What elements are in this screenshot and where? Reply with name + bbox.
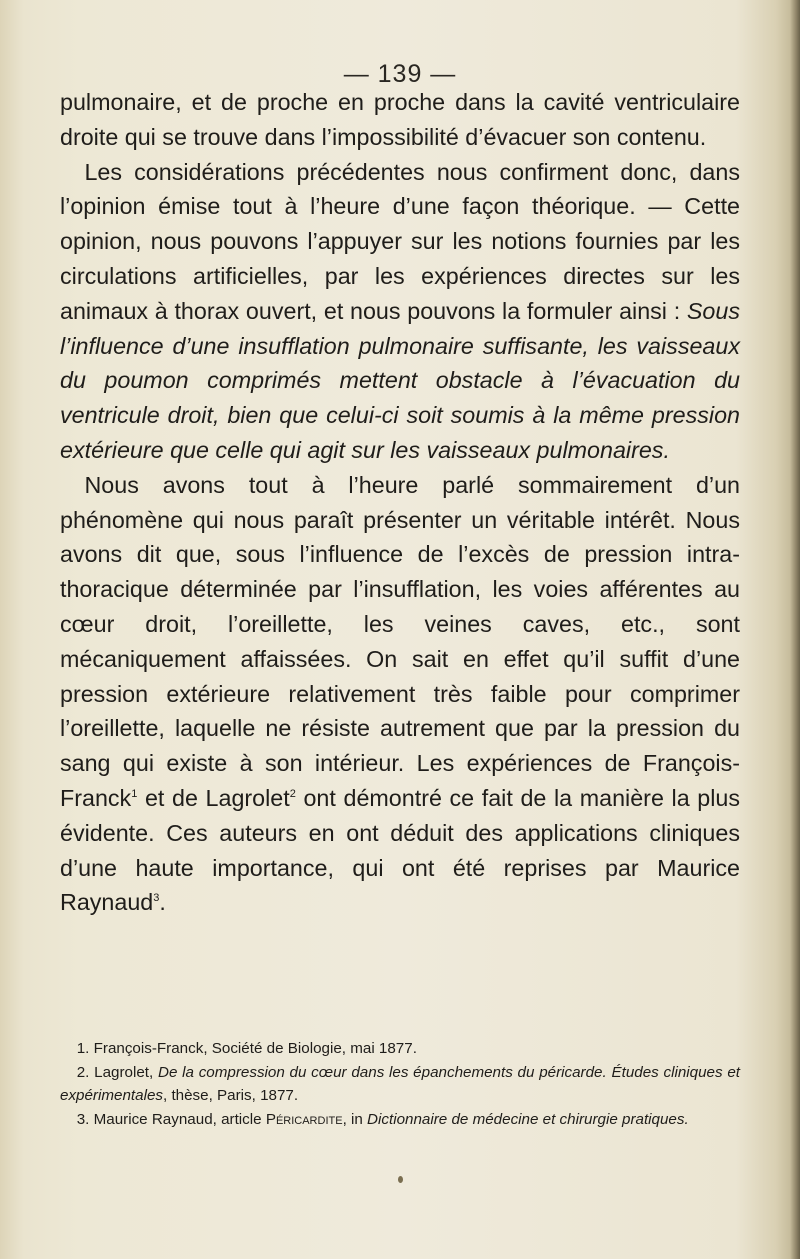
paragraph-3-text-d: . bbox=[159, 889, 166, 916]
paragraph-3-text-a: Nous avons tout à l’heure parlé sommairement d’un phénomène qui nous paraît présenter un véritable intérêt. Nous avons dit que, sous l’influence de l’excès de pression intra-thoracique déterminée par l’insufflation, les voies afférentes au cœur droit, l’oreillette, les veines caves, etc., sont mécaniquement affaissées. On sait en effet qu’il suffit d’une pression extérieure relativement très faible pour comprimer l’oreillette, laquelle ne résiste autrement que par la pression du sang qui existe à son intérieur. Les expériences de François-Franck bbox=[60, 471, 740, 811]
page-edge-shadow bbox=[790, 0, 800, 1259]
footnote-1: 1. François-Franck, Société de Biologie, mai 1877. bbox=[76, 1040, 417, 1057]
footnote-3 bbox=[60, 1108, 740, 1132]
paragraph-2-text: Les considérations précédentes nous confirment donc, dans l’opinion émise tout à l’heure d’une façon théorique. — Cette opinion, nous pouvons l’appuyer sur les notions fournies par les circulations artificielles, par les expériences directes sur les animaux à thorax ouvert, et nous pouvons la formuler ainsi : bbox=[60, 158, 740, 324]
footnotes bbox=[60, 1037, 740, 1131]
footnote-2-title: De la compression du cœur dans les épanchements du péricarde. Études cliniques et expérimentales bbox=[60, 1063, 740, 1104]
footnote-2-details: , thèse, Paris, 1877. bbox=[163, 1087, 299, 1104]
footnote-2 bbox=[60, 1061, 740, 1108]
footnote-3-title: Dictionnaire de médecine et chirurgie pratiques. bbox=[367, 1110, 689, 1128]
ink-spot bbox=[398, 1176, 403, 1183]
page-number: — 139 — bbox=[343, 60, 457, 88]
paragraph-3-text-b: et de Lagrolet bbox=[137, 784, 290, 811]
footnote-3-article: Péricardite bbox=[265, 1110, 343, 1128]
footnote-3-author: 3. Maurice Raynaud, article bbox=[76, 1110, 266, 1128]
footnote-2-author: 2. Lagrolet, bbox=[76, 1063, 158, 1081]
footnote-3-in: , in bbox=[342, 1110, 368, 1128]
footnote-ref-3: 3 bbox=[153, 892, 160, 905]
paragraph-3-text-c: ont démontré ce fait de la manière la plus évidente. Ces auteurs en ont déduit des applications cliniques d’une haute importance, qui ont été reprises par Maurice Raynaud bbox=[60, 784, 741, 916]
paragraph-2-italic-statement: Sous l’influence d’une insufflation pulmonaire suffisante, les vaisseaux du poumon comprimés mettent obstacle à l’évacuation du ventricule droit, bien que celui-ci soit soumis à la même pression extérieure que celle qui agit sur les vaisseaux pulmonaires. bbox=[60, 297, 740, 463]
paragraph-1: pulmonaire, et de proche en proche dans la cavité ventriculaire droite qui se trouve dans l’impossibilité d’évacuer son contenu. bbox=[60, 89, 740, 150]
body-text bbox=[60, 85, 740, 920]
footnote-ref-1: 1 bbox=[131, 788, 138, 801]
paragraph-2 bbox=[60, 155, 740, 468]
paragraph-3 bbox=[60, 468, 740, 920]
footnote-ref-2: 2 bbox=[289, 788, 296, 801]
